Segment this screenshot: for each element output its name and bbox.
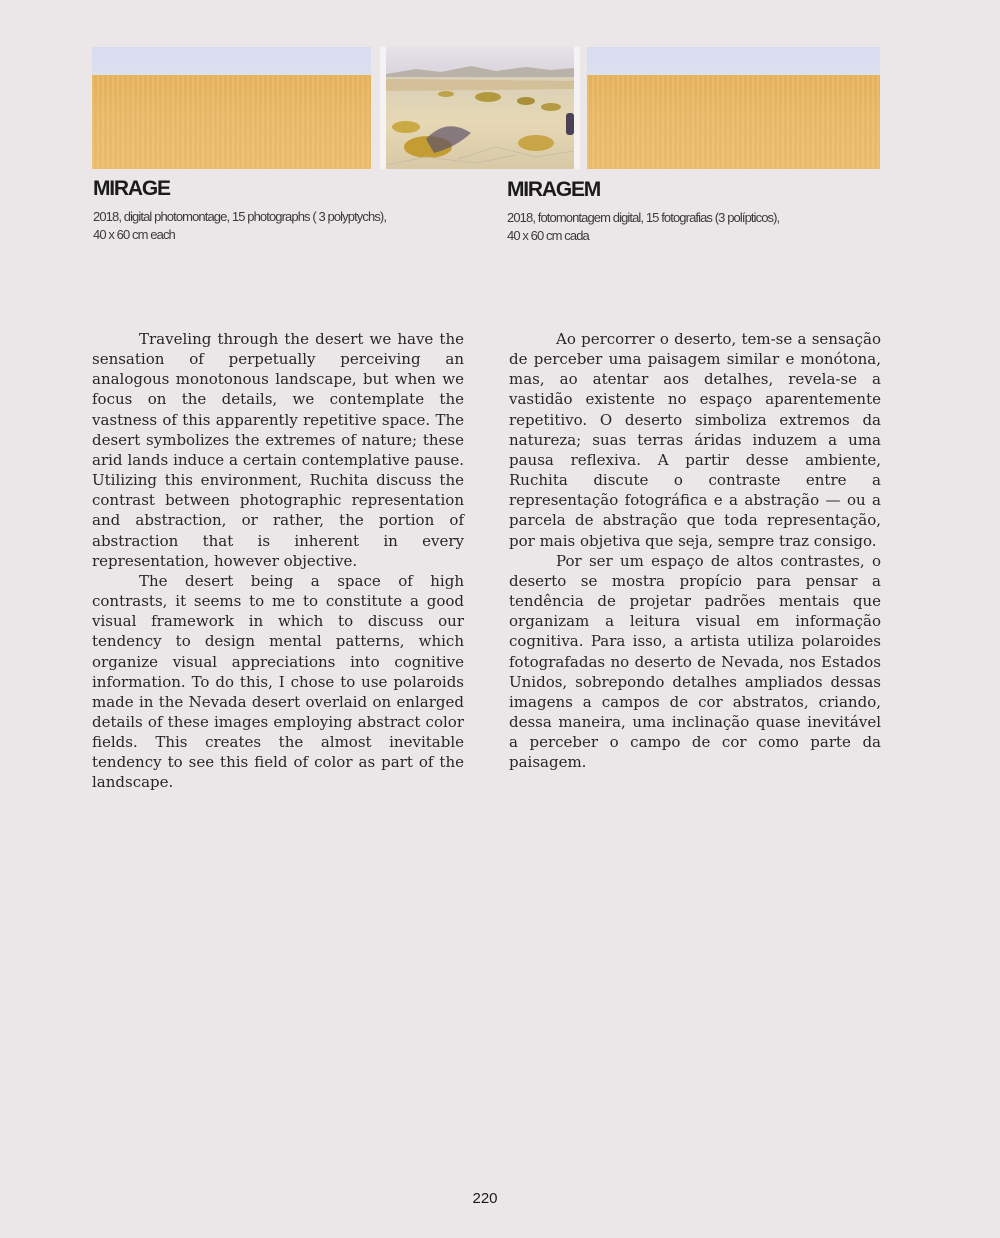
artwork-title-en: MIRAGE bbox=[93, 177, 170, 200]
paragraph: Traveling through the desert we have the sensation of perpetually perceiving an analogous monotonous landscape, but when we focus on the details, we contemplate the vastness of this apparently repetitive space. The desert symbolizes the extremes of nature; these arid lands induce a certain contemplative pause. Utilizing this environment, Ruchita discuss the contrast between photographic representation and abstraction, or rather, the portion of abstraction that is inherent in every representation, however objective. bbox=[92, 330, 464, 570]
artwork-caption-pt bbox=[507, 209, 867, 245]
portuguese-text-column bbox=[509, 329, 881, 772]
sand-color-field bbox=[92, 75, 371, 169]
desert-photo bbox=[386, 47, 574, 169]
color-field-panel-left bbox=[92, 47, 371, 169]
artwork-caption-en bbox=[93, 208, 453, 244]
caption-line: 2018, digital photomontage, 15 photographs ( 3 polyptychs), bbox=[93, 209, 387, 224]
page-number: 220 bbox=[472, 1190, 498, 1207]
sky-band bbox=[92, 47, 371, 75]
color-field-panel-right bbox=[587, 47, 880, 169]
caption-line: 40 x 60 cm each bbox=[93, 227, 175, 242]
paragraph: The desert being a space of high contrasts, it seems to me to constitute a good visual framework in which to discuss our tendency to design mental patterns, which organize visual appreciations into cognitive information. To do this, I chose to use polaroids made in the Nevada desert overlaid on enlarged details of these images employing abstract color fields. This creates the almost inevitable tendency to see this field of color as part of the landscape. bbox=[92, 571, 464, 792]
caption-line: 2018, fotomontagem digital, 15 fotografias (3 polípticos), bbox=[507, 210, 780, 225]
caption-line: 40 x 60 cm cada bbox=[507, 228, 589, 243]
english-text-column bbox=[92, 329, 464, 793]
desert-polaroid-photo bbox=[380, 47, 580, 169]
sky-band bbox=[587, 47, 880, 75]
paragraph: Por ser um espaço de altos contrastes, o deserto se mostra propício para pensar a tendência de projetar padrões mentais que organizam a leitura visual em informação cognitiva. Para isso, a artista utiliza polaroides fotografadas no deserto de Nevada, nos Estados Unidos, sobrepondo detalhes ampliados dessas imagens a campos de cor abstratos, criando, dessa maneira, uma inclinação quase inevitável a perceber o campo de cor como parte da paisagem. bbox=[509, 551, 881, 772]
sand-color-field bbox=[587, 75, 880, 169]
artwork-title-pt: MIRAGEM bbox=[507, 178, 601, 201]
paragraph: Ao percorrer o deserto, tem-se a sensação de perceber uma paisagem similar e monótona, mas, ao atentar aos detalhes, revela-se a vastidão existente no espaço aparentemente repetitivo. O deserto simboliza extremos da natureza; suas terras áridas induzem a uma pausa reflexiva. A partir desse ambiente, Ruchita discute o contraste entre a representação fotográfica e a abstração — ou a parcela de abstração que toda representação, por mais objetiva que seja, sempre traz consigo. bbox=[509, 330, 881, 550]
